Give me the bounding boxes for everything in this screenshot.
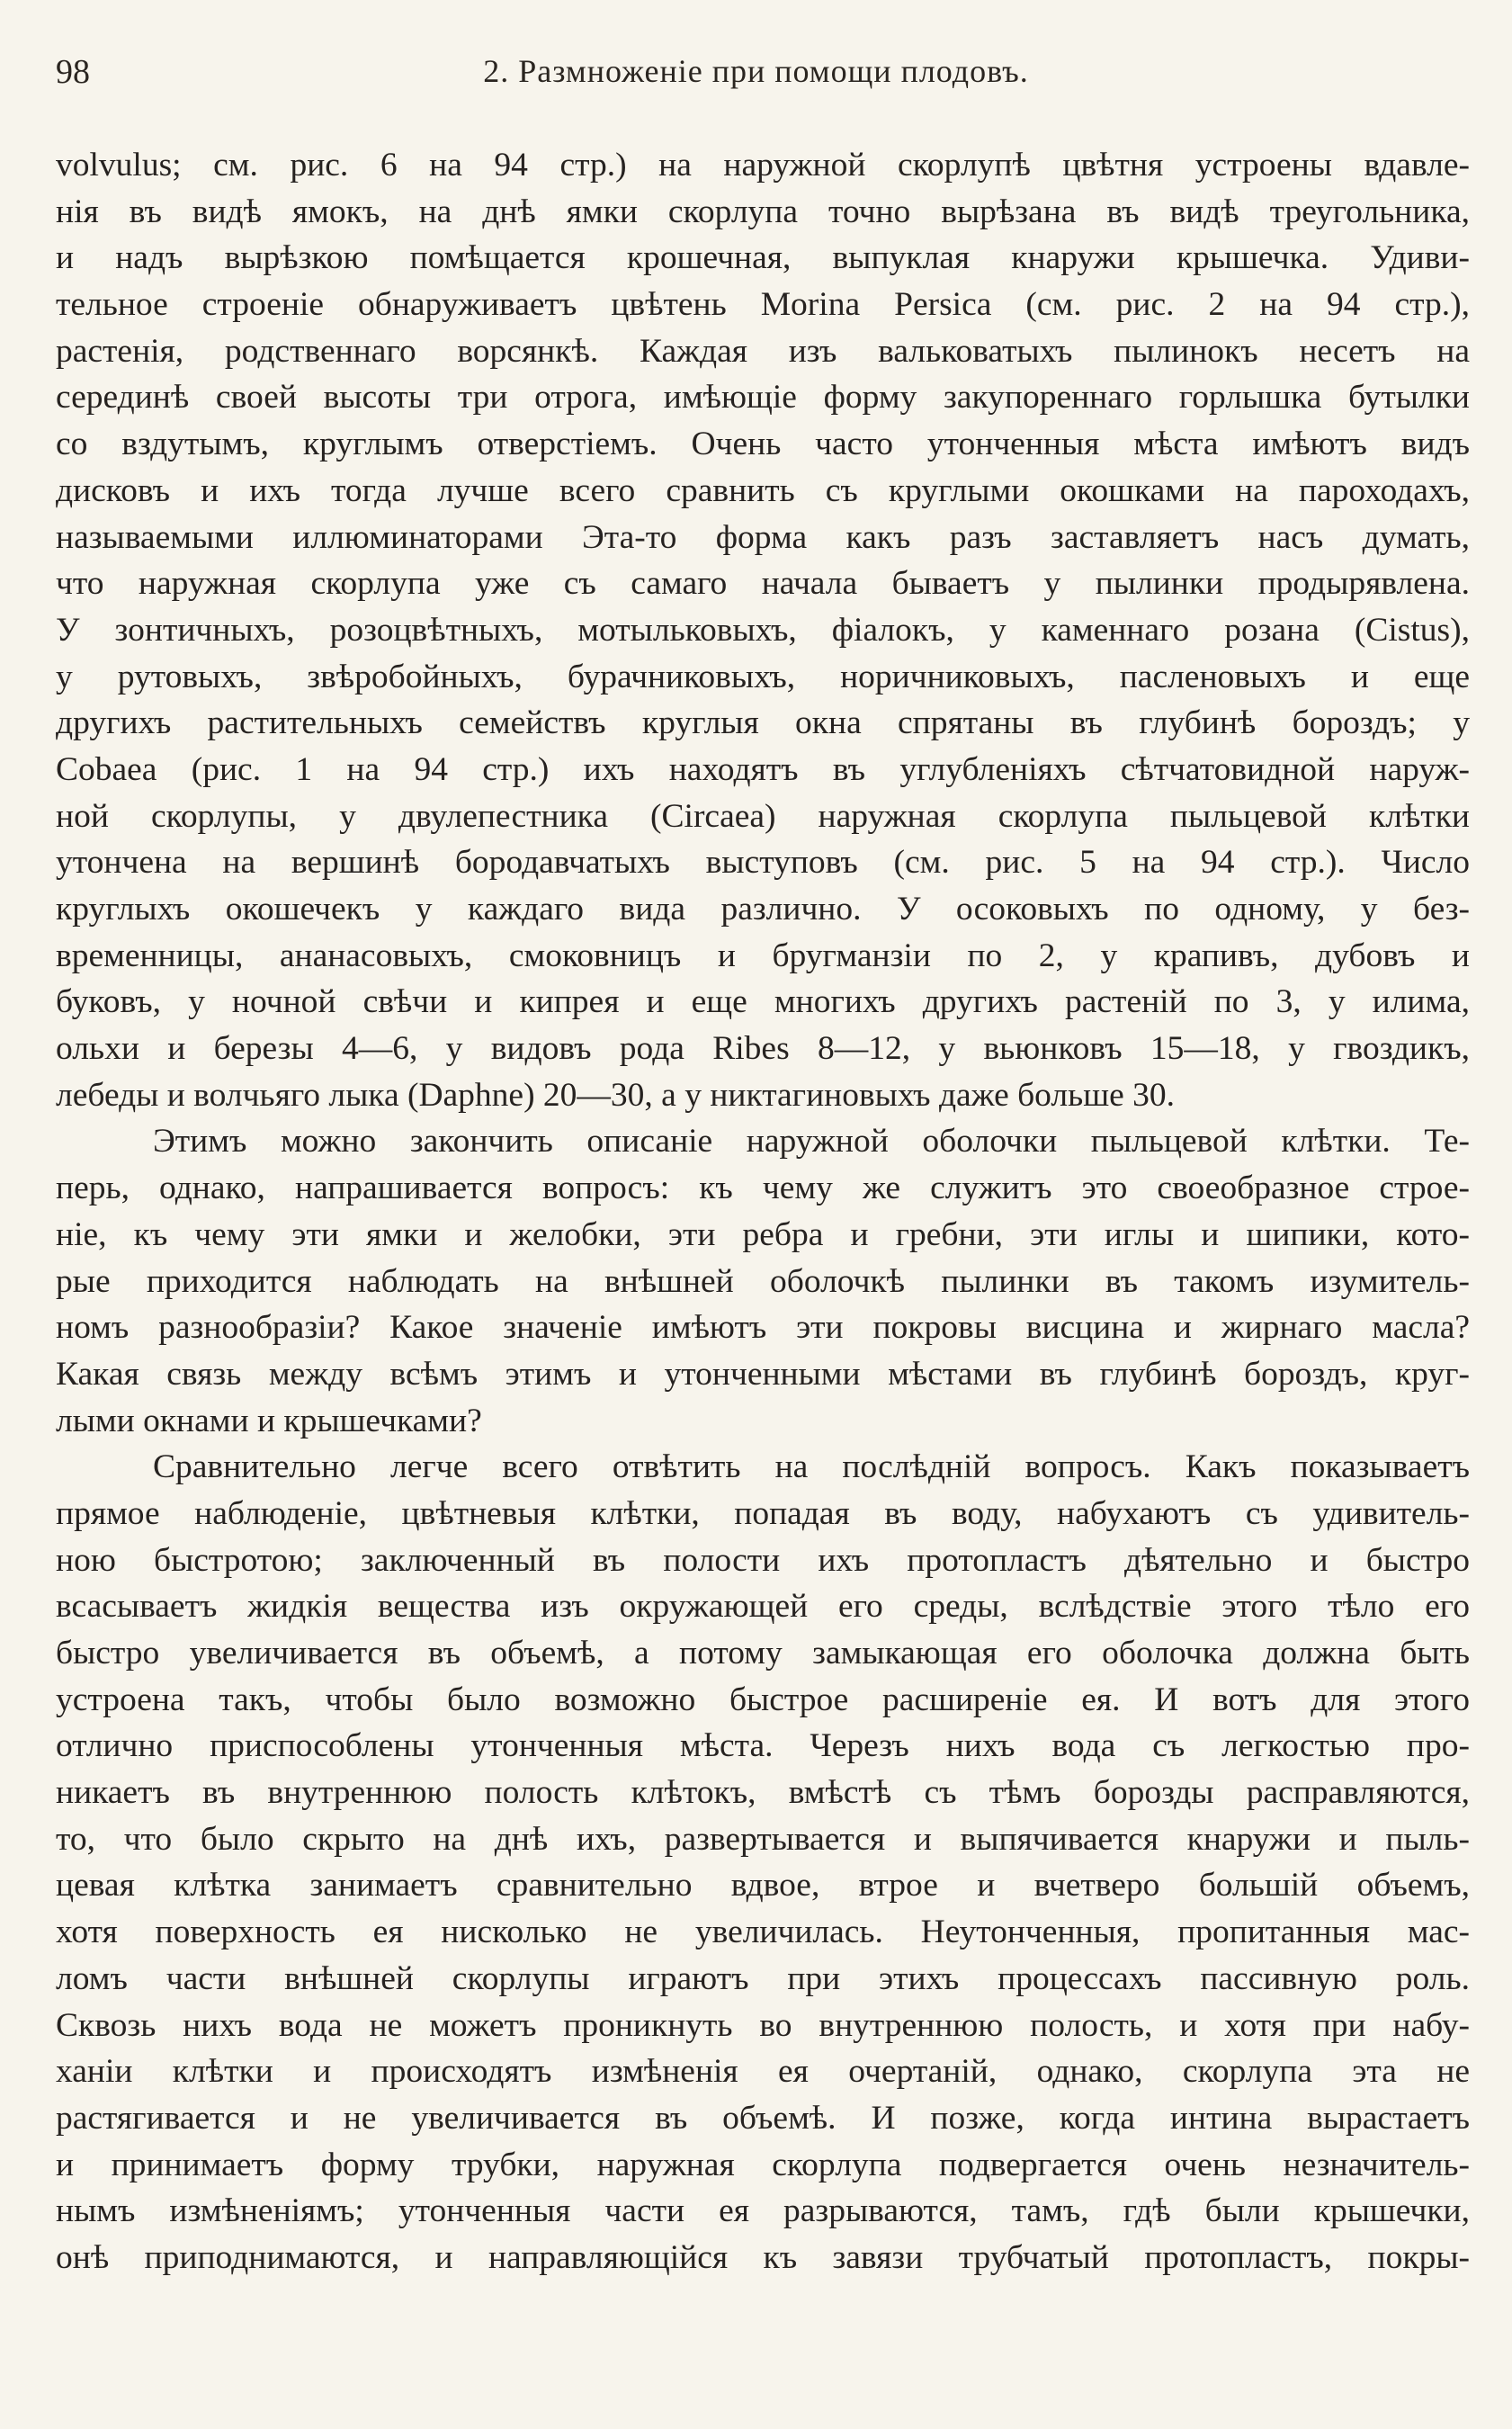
- text-line: утончена на вершинѣ бородавчатыхъ выступовъ (см. рис. 5 на 94 стр.). Число: [56, 844, 1470, 882]
- text-line: что наружная скорлупа уже съ самаго начала бываетъ у пылинки продырявлена.: [56, 565, 1470, 603]
- text-line: то, что было скрыто на днѣ ихъ, развертывается и выпячивается кнаружи и пыль-: [56, 1820, 1470, 1858]
- text-line: Какая связь между всѣмъ этимъ и утонченными мѣстами въ глубинѣ бороздъ, круг-: [56, 1355, 1470, 1393]
- text-line: Cobaea (рис. 1 на 94 стр.) ихъ находятъ въ углубленіяхъ сѣтчатовидной наруж-: [56, 750, 1470, 788]
- text-line: отлично приспособлены утонченныя мѣста. Черезъ нихъ вода съ легкостью про-: [56, 1727, 1470, 1765]
- text-line: со вздутымъ, круглымъ отверстіемъ. Очень часто утонченныя мѣста имѣютъ видъ: [56, 426, 1470, 463]
- page-header: [56, 52, 1456, 106]
- text-line: временницы, ананасовыхъ, смоковницъ и бругманзіи по 2, у крапивъ, дубовъ и: [56, 937, 1470, 974]
- text-line: цевая клѣтка занимаетъ сравнительно вдвое, втрое и вчетверо большій объемъ,: [56, 1867, 1470, 1905]
- text-line: ніе, къ чему эти ямки и желобки, эти ребра и гребни, эти иглы и шипики, кото-: [56, 1215, 1470, 1253]
- text-line: тельное строеніе обнаруживаетъ цвѣтень Morina Persica (см. рис. 2 на 94 стр.),: [56, 286, 1470, 324]
- text-line: лебеды и волчьяго лыка (Daphne) 20—30, а у никтагиновыхъ даже больше 30.: [56, 1076, 1176, 1114]
- text-line: Сквозь нихъ вода не можетъ проникнуть во внутреннюю полость, и хотя при набу-: [56, 2006, 1470, 2044]
- text-line: рые приходится наблюдать на внѣшней оболочкѣ пылинки въ такомъ изумитель-: [56, 1262, 1470, 1300]
- text-line: растенія, родственнаго ворсянкѣ. Каждая изъ вальковатыхъ пылинокъ несетъ на: [56, 332, 1470, 370]
- text-line: другихъ растительныхъ семействъ круглыя окна спрятаны въ глубинѣ бороздъ; у: [56, 704, 1470, 742]
- text-line: ной скорлупы, у двулепестника (Circaea) наружная скорлупа пыльцевой клѣтки: [56, 797, 1470, 835]
- text-line: круглыхъ окошечекъ у каждаго вида различно. У осоковыхъ по одному, у без-: [56, 891, 1470, 928]
- page-number: 98: [56, 53, 90, 91]
- text-line: хотя поверхность ея нисколько не увеличилась. Неутонченныя, пропитанныя мас-: [56, 1914, 1470, 1951]
- text-line: прямое наблюденіе, цвѣтневыя клѣтки, попадая въ воду, набухаютъ съ удивитель-: [56, 1494, 1470, 1532]
- body-text: [56, 142, 1470, 2281]
- text-line: ханіи клѣтки и происходятъ измѣненія ея очертаній, однако, скорлупа эта не: [56, 2053, 1470, 2091]
- text-line: перь, однако, напрашивается вопросъ: къ чему же служитъ это своеобразное строе-: [56, 1170, 1470, 1207]
- text-line: У зонтичныхъ, розоцвѣтныхъ, мотыльковыхъ, фіалокъ, у каменнаго розана (Cistus),: [56, 611, 1470, 649]
- text-line: ольхи и березы 4—6, у видовъ рода Ribes 8—12, у вьюнковъ 15—18, у гвоздикъ,: [56, 1030, 1470, 1068]
- text-line: volvulus; см. рис. 6 на 94 стр.) на наружной скорлупѣ цвѣтня устроены вдавле-: [56, 147, 1470, 184]
- text-line: Этимъ можно закончить описаніе наружной оболочки пыльцевой клѣтки. Те-: [153, 1123, 1470, 1161]
- text-line: буковъ, у ночной свѣчи и кипрея и еще многихъ другихъ растеній по 3, у илима,: [56, 983, 1470, 1021]
- text-line: онѣ приподнимаются, и направляющійся къ завязи трубчатый протопластъ, покры-: [56, 2238, 1470, 2276]
- text-line: и принимаетъ форму трубки, наружная скорлупа подвергается очень незначитель-: [56, 2146, 1470, 2183]
- running-title: 2. Размноженіе при помощи плодовъ.: [483, 53, 1029, 89]
- text-line: ломъ части внѣшней скорлупы играютъ при этихъ процессахъ пассивную роль.: [56, 1959, 1470, 1997]
- text-line: называемыми иллюминаторами Эта-то форма какъ разъ заставляетъ насъ думать,: [56, 518, 1470, 556]
- text-line: дисковъ и ихъ тогда лучше всего сравнить съ круглыми окошками на пароходахъ,: [56, 471, 1470, 509]
- text-line: никаетъ въ внутреннюю полость клѣтокъ, вмѣстѣ съ тѣмъ борозды расправляются,: [56, 1774, 1470, 1812]
- text-line: и надъ вырѣзкою помѣщается крошечная, выпуклая кнаружи крышечка. Удиви-: [56, 239, 1470, 277]
- text-line: нія въ видѣ ямокъ, на днѣ ямки скорлупа точно вырѣзана въ видѣ треугольника,: [56, 193, 1470, 230]
- text-line: быстро увеличивается въ объемѣ, а потому замыкающая его оболочка должна быть: [56, 1635, 1470, 1672]
- text-line: ною быстротою; заключенный въ полости ихъ протопластъ дѣятельно и быстро: [56, 1541, 1470, 1579]
- text-line: номъ разнообразіи? Какое значеніе имѣютъ эти покровы висцина и жирнаго масла?: [56, 1309, 1470, 1347]
- text-line: растягивается и не увеличивается въ объемѣ. И позже, когда интина вырастаетъ: [56, 2099, 1470, 2137]
- text-line: серединѣ своей высоты три отрога, имѣющіе форму закупореннаго горлышка бутылки: [56, 379, 1470, 417]
- text-line: у рутовыхъ, звѣробойныхъ, бурачниковыхъ, норичниковыхъ, пасленовыхъ и еще: [56, 658, 1470, 695]
- text-line: всасываетъ жидкія вещества изъ окружающей его среды, вслѣдствіе этого тѣло его: [56, 1588, 1470, 1626]
- text-line: устроена такъ, чтобы было возможно быстрое расширеніе ея. И вотъ для этого: [56, 1681, 1470, 1718]
- text-line: Сравнительно легче всего отвѣтить на послѣдній вопросъ. Какъ показываетъ: [153, 1448, 1470, 1486]
- text-line: нымъ измѣненіямъ; утонченныя части ея разрываются, тамъ, гдѣ были крышечки,: [56, 2192, 1470, 2230]
- text-line: лыми окнами и крышечками?: [56, 1402, 482, 1439]
